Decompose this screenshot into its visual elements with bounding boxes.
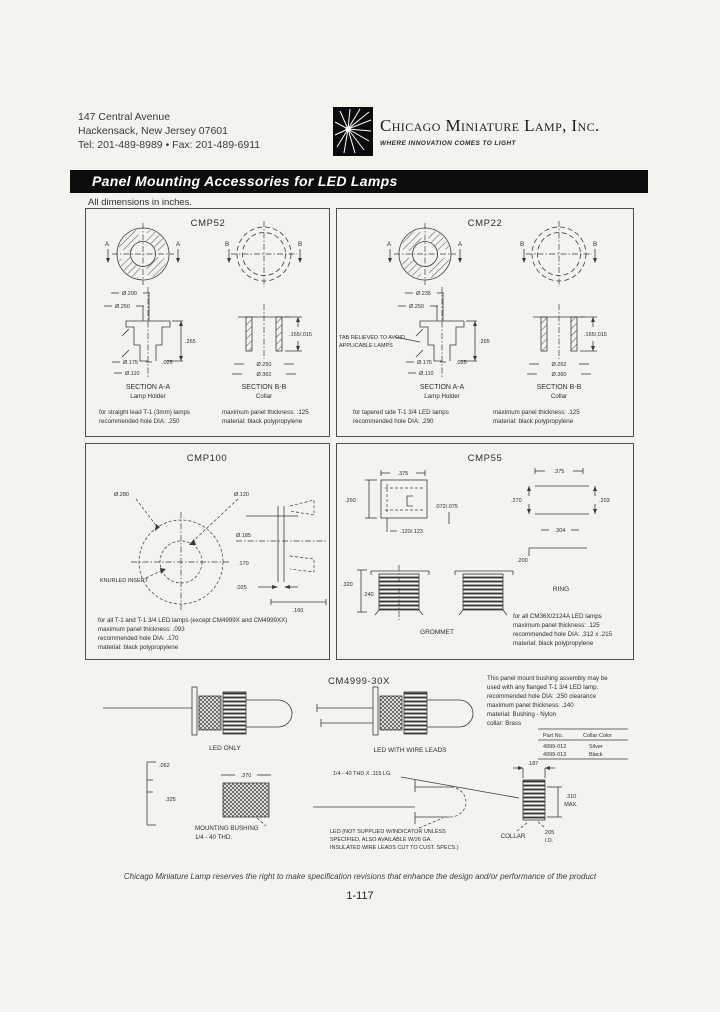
section-caption-sub: Collar <box>550 393 568 400</box>
spec-note: for all T-1 and T-1 3/4 LED lamps (except CM4999X and CM4999XX) <box>98 617 288 624</box>
cm4999-led-lamp-outline <box>313 780 466 851</box>
drawing-label: LED WITH WIRE LEADS <box>373 747 447 754</box>
section-arrow-label: B <box>520 241 525 248</box>
dim-label: Ø.175 <box>123 360 138 366</box>
panel-title: CMP22 <box>467 218 503 229</box>
spec-note: collar: Brass <box>487 720 522 727</box>
address-line: Tel: 201-489-8989 • Fax: 201-489-6911 <box>78 139 261 151</box>
dim-label: .072/.075 <box>435 504 458 510</box>
spec-note: material: black polypropylene <box>98 644 179 651</box>
table-cell: Black <box>589 752 603 758</box>
spec-note: maximum panel thickness: .125 <box>513 622 600 629</box>
cmp100-front-view <box>100 492 249 612</box>
page-number: 1-117 <box>346 890 374 902</box>
cmp52-section-bb-drawing <box>232 304 312 400</box>
section-banner <box>70 170 648 193</box>
section-caption: SECTION B-B <box>241 384 287 391</box>
dim-label: .310 <box>565 794 577 800</box>
dim-label: Ø.250 <box>115 304 130 310</box>
dim-label: Ø.262 <box>551 362 567 368</box>
dim-label: .025 <box>456 360 467 366</box>
dim-label: .370 <box>240 773 252 779</box>
dim-label: .025 <box>162 360 173 366</box>
dim-label: Ø.250 <box>409 304 424 310</box>
panel-title: CM4999-30X <box>328 676 390 687</box>
table-header: Part No. <box>543 733 564 739</box>
drawing-label: MOUNTING BUSHING <box>195 825 259 832</box>
spec-note: for tapered side T-1 3/4 LED lamps <box>353 409 449 416</box>
dim-label: .203 <box>599 498 610 504</box>
dim-label: .270 <box>511 498 522 504</box>
dim-label: I.D. <box>544 838 554 844</box>
address-line: 147 Central Avenue <box>78 111 171 123</box>
dim-label: Ø.235 <box>416 291 431 297</box>
callout-label: KNURLED INSERT <box>100 578 148 584</box>
dim-label: .265 <box>185 339 196 345</box>
drawing-label: GROMMET <box>420 629 454 636</box>
panel-cmp100 <box>85 443 330 660</box>
banner-title: Panel Mounting Accessories for LED Lamps <box>92 173 398 189</box>
spec-note: for all CM36X/2124A LED lamps <box>513 613 602 620</box>
cm4999-description <box>487 675 608 727</box>
spec-note: This panel mount bushing assembly may be <box>487 675 608 682</box>
callout-label: APPLICABLE LAMPS <box>339 343 393 349</box>
cm4999-mounting-bushing-drawing <box>147 762 271 841</box>
cm4999-led-only-drawing <box>103 687 292 752</box>
section-arrow-label: B <box>298 241 303 248</box>
cmp22-notes <box>353 409 580 425</box>
spec-note: material: black polypropylene <box>493 418 574 425</box>
dim-label: .320 <box>342 582 353 588</box>
dim-label: Ø.175 <box>417 360 432 366</box>
drawing-label: RING <box>552 586 570 593</box>
spec-note: material: black polypropylene <box>513 640 594 647</box>
section-arrow-label: A <box>176 241 181 248</box>
dim-label: .375 <box>553 469 565 475</box>
dim-label: .260 <box>345 498 356 504</box>
dim-label: .062 <box>159 763 170 769</box>
cm4999-part-table <box>538 729 628 759</box>
section-arrow-label: B <box>593 241 598 248</box>
dim-label: Ø.110 <box>419 371 434 377</box>
cm4999-led-wire-drawing <box>317 687 473 754</box>
address-line: Hackensack, New Jersey 07601 <box>78 125 228 137</box>
section-arrow-label: B <box>225 241 230 248</box>
starburst-logo-icon <box>333 107 373 156</box>
dim-label: .205 <box>543 830 555 836</box>
cmp22-section-aa-drawing <box>339 287 490 400</box>
cmp55-notes <box>513 613 613 647</box>
cmp100-notes <box>98 617 287 651</box>
dim-label: .200 <box>517 558 528 564</box>
dim-label: Ø.110 <box>125 371 140 377</box>
spec-note: for straight lead T-1 (3mm) lamps <box>99 409 191 416</box>
dim-label: .187 <box>527 761 539 767</box>
panel-cmp52 <box>85 208 330 437</box>
spec-note: maximum panel thickness: .125 <box>222 409 309 416</box>
section-arrow-label: A <box>105 241 110 248</box>
spec-note: recommended hole DIA: .250 clearance <box>487 693 597 700</box>
company-tagline: WHERE INNOVATION COMES TO LIGHT <box>380 140 516 147</box>
section-caption-sub: Lamp Holder <box>130 393 166 400</box>
cmp55-grommet-side-view <box>342 565 513 636</box>
panel-cmp22 <box>336 208 634 437</box>
dim-label: Ø.185 <box>236 533 251 539</box>
company-name: Chicago Miniature Lamp, Inc. <box>380 116 600 135</box>
dim-label: .240 <box>363 592 374 598</box>
cmp52-notes <box>99 409 309 425</box>
table-header: Collar Color <box>583 733 613 739</box>
dim-label: .025 <box>236 585 247 591</box>
dim-label: Ø.360 <box>551 372 567 378</box>
section-arrow-label: A <box>387 241 392 248</box>
footer-disclaimer: Chicago Miniature Lamp reserves the right to make specification revisions that enhance the design and/or performance of the product <box>123 872 597 881</box>
cmp22-section-bb-drawing <box>527 304 607 400</box>
dim-label: Ø.200 <box>122 291 137 297</box>
section-caption: SECTION A-A <box>419 384 465 391</box>
table-cell: Silver <box>589 744 603 750</box>
spec-note: material: Bushing - Nylon <box>487 711 557 718</box>
dim-label: Ø.250 <box>256 362 272 368</box>
cmp22-lamp-holder-front-view <box>387 223 463 285</box>
cmp55-ring-view <box>511 468 610 593</box>
callout-label: 1/4 - 40 THD X .115 LG. <box>333 771 392 777</box>
dim-label: Ø.280 <box>114 492 129 498</box>
dim-label: .325 <box>165 797 176 803</box>
dim-label: MAX. <box>564 802 578 808</box>
panel-title: CMP55 <box>467 453 503 464</box>
section-arrow-label: A <box>458 241 463 248</box>
dim-label: .265 <box>479 339 490 345</box>
dim-label: Ø.120 <box>234 492 249 498</box>
section-caption: SECTION A-A <box>125 384 171 391</box>
panel-title: CMP100 <box>186 453 228 464</box>
dim-label: .170 <box>238 561 249 567</box>
cmp22-collar-back-view <box>520 221 597 287</box>
spec-note: maximum panel thickness: .093 <box>98 626 185 633</box>
spec-note: SPECIFIED, ALSO AVAILABLE W/26 GA. <box>330 837 432 843</box>
cmp52-lamp-holder-front-view <box>105 223 181 285</box>
company-address <box>78 110 260 152</box>
logo-text <box>380 107 600 156</box>
cmp52-collar-back-view <box>225 221 302 287</box>
dim-label: .165/.015 <box>289 332 312 338</box>
spec-note: recommended hole DIA: .250 <box>99 418 180 425</box>
panel-cmp55 <box>336 443 634 660</box>
company-logo <box>333 107 600 156</box>
drawing-label: COLLAR <box>500 833 526 840</box>
drawing-label: LED ONLY <box>209 745 241 752</box>
spec-note: maximum panel thickness: .125 <box>493 409 580 416</box>
cmp100-section-view <box>236 500 326 614</box>
panel-cm4999 <box>85 668 634 868</box>
section-caption-sub: Lamp Holder <box>424 393 460 400</box>
spec-note: recommended hole DIA: .290 <box>353 418 434 425</box>
dim-label: .160 <box>292 608 304 614</box>
table-cell: 4999-013 <box>543 752 567 758</box>
dim-label: .120/.123 <box>400 529 423 535</box>
cmp55-grommet-top-view <box>345 470 458 535</box>
callout-label: TAB RELIEVED TO AVOID <box>339 335 405 341</box>
dimensions-note: All dimensions in inches. <box>88 197 193 208</box>
spec-note: LED (NOT SUPPLIED W/INDICATOR UNLESS <box>330 829 446 835</box>
table-cell: 4999-012 <box>543 744 567 750</box>
section-caption: SECTION B-B <box>536 384 582 391</box>
spec-note: material: black polypropylene <box>222 418 303 425</box>
section-caption-sub: Collar <box>255 393 273 400</box>
spec-note: recommended hole DIA: .170 <box>98 635 179 642</box>
cmp52-section-aa-drawing <box>104 287 196 400</box>
dim-label: .375 <box>397 471 409 477</box>
dim-label: Ø.362 <box>256 372 272 378</box>
dim-label: .304 <box>554 528 566 534</box>
spec-note: used with any flanged T-1 3/4 LED lamp. <box>487 684 599 691</box>
spec-note: INSULATED WIRE LEADS CUT TO CUST. SPECS.) <box>330 845 459 851</box>
drawing-label: 1/4 - 40 THD. <box>195 834 233 841</box>
dim-label: .165/.015 <box>584 332 607 338</box>
spec-note: maximum panel thickness: .140 <box>487 702 574 709</box>
spec-note: recommended hole DIA: .312 x .215 <box>513 631 613 638</box>
panel-title: CMP52 <box>190 218 226 229</box>
